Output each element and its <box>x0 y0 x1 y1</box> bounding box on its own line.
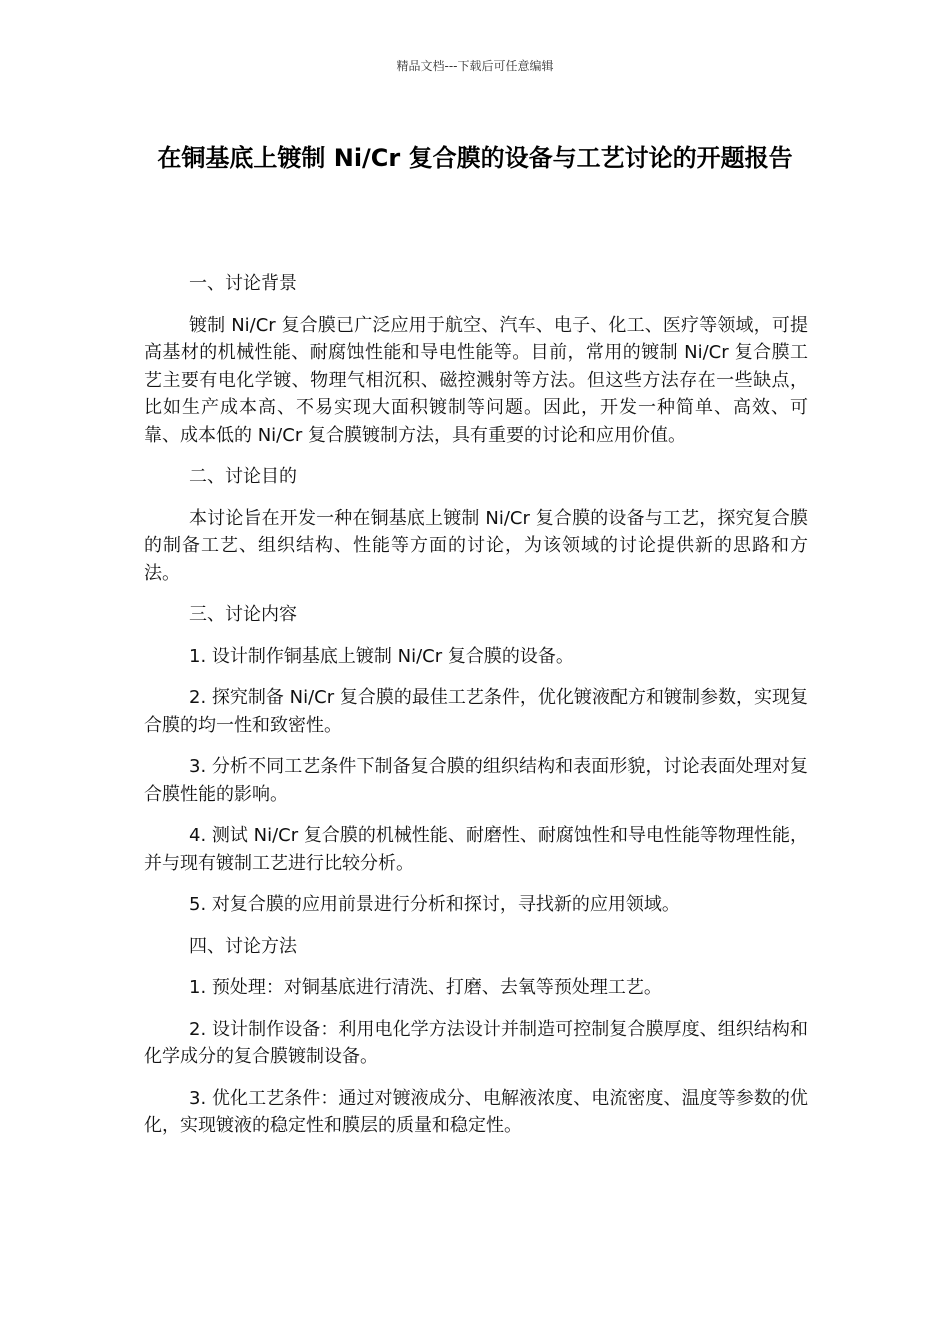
list-item-content-4: 4. 测试 Ni/Cr 复合膜的机械性能、耐磨性、耐腐蚀性和导电性能等物理性能，并与现有镀制工艺进行比较分析。 <box>144 825 808 874</box>
section-heading-background: 一、讨论背景 <box>189 273 297 294</box>
list-item-content-5: 5. 对复合膜的应用前景进行分析和探讨，寻找新的应用领域。 <box>189 894 680 915</box>
list-item-content-2: 2. 探究制备 Ni/Cr 复合膜的最佳工艺条件，优化镀液配方和镀制参数，实现复合膜的均一性和致密性。 <box>144 687 808 736</box>
list-item-method-1: 1. 预处理：对铜基底进行清洗、打磨、去氧等预处理工艺。 <box>189 977 662 998</box>
list-item-method-3: 3. 优化工艺条件：通过对镀液成分、电解液浓度、电流密度、温度等参数的优化，实现镀液的稳定性和膜层的质量和稳定性。 <box>144 1087 808 1136</box>
document-title: 在铜基底上镀制 Ni/Cr 复合膜的设备与工艺讨论的开题报告 <box>157 144 793 172</box>
list-item-method-2: 2. 设计制作设备：利用电化学方法设计并制造可控制复合膜厚度、组织结构和化学成分的复合膜镀制设备。 <box>144 1018 808 1067</box>
section-heading-content: 三、讨论内容 <box>189 604 297 625</box>
paragraph-background: 镀制 Ni/Cr 复合膜已广泛应用于航空、汽车、电子、化工、医疗等领域，可提高基材的机械性能、耐腐蚀性能和导电性能等。目前，常用的镀制 Ni/Cr 复合膜工艺主要有电化学镀、物理气相沉积、磁控溅射等方法。但这些方法存在一些缺点，比如生产成本高、不易实现大面积镀制等问题。因此，开发一种简单、高效、可靠、成本低的 Ni/Cr 复合膜镀制方法，具有重要的讨论和应用价值。 <box>144 314 808 446</box>
paragraph-purpose: 本讨论旨在开发一种在铜基底上镀制 Ni/Cr 复合膜的设备与工艺，探究复合膜的制备工艺、组织结构、性能等方面的讨论，为该领域的讨论提供新的思路和方法。 <box>144 507 808 584</box>
list-item-content-3: 3. 分析不同工艺条件下制备复合膜的组织结构和表面形貌，讨论表面处理对复合膜性能的影响。 <box>144 756 808 805</box>
page-header: 精品文档---下载后可任意编辑 <box>396 59 554 73</box>
section-heading-purpose: 二、讨论目的 <box>189 466 297 487</box>
document-body <box>144 270 808 1154</box>
section-heading-method: 四、讨论方法 <box>189 935 297 957</box>
list-item-content-1: 1. 设计制作铜基底上镀制 Ni/Cr 复合膜的设备。 <box>189 645 574 667</box>
